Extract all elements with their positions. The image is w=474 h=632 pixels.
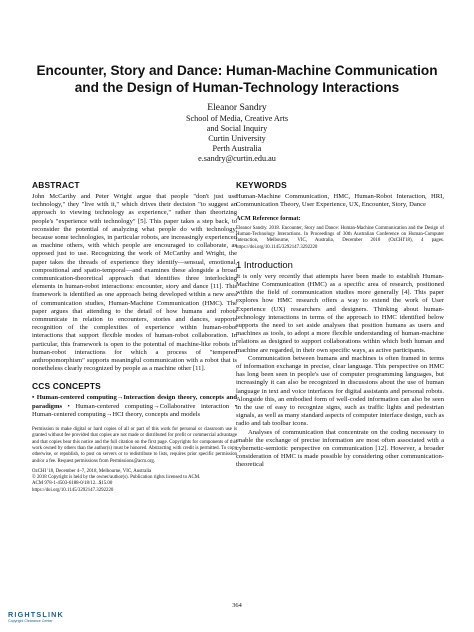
introduction-paragraph: Analyses of communication that concentrate on the coding necessary to enable the exchange of precise information are most often associated with a cybernetic-semiotic perspective on communication [12]. However, a broader consideration of HMC is made possible by considering other communication-theoretical: [236, 428, 444, 469]
ccs-concept-primary: • Human-centered computing→Interaction design theory, concepts and paradigms: [32, 394, 237, 410]
paper-title-line-1: Encounter, Story and Dance: Human-Machine Communication: [36, 63, 438, 78]
permissions-block: [32, 427, 237, 494]
abstract-text: John McCarthy and Peter Wright argue that people "don't just use technology," they "live with it," which drives their decision "to suggest an approach to viewing technology as experience," rather than theorizing people's "experience with technology" [5]. This paper takes a step back, to reconsider the potential of analyzing what people do with technology, because some technologies, in particular robots, are increasingly experienced as machine others, with which people are encouraged to collaborate, as opposed just to use. Recognizing the work of McCarthy and Wright, the paper takes the threads of experience they identify—sensual, emotional, compositional and spatio-temporal—and examines these alongside a broad communication-theoretical approach that identifies three interlocking elements in human-robot interactions: encounter, story and dance [11]. This framework is identified as one approach being developed within a new area of communication studies, Human-Machine Communication (HMC). The paper argues that attending to the detail of how humans and robots communicate in relation to encounters, stories and dances, supports recognition of the complexities of experience within human-robot interactions that support flexible modes of human-robot collaboration. In particular, this framework is open to the potential of machine-like robots in human-robot interactions for which a process of "tempered anthropomorphism" supports meaningful communication with a robot that is nonetheless clearly recognized by people as a machine other [11].: [32, 193, 237, 373]
paper-title: [0, 62, 474, 96]
author-block: [0, 102, 474, 164]
introduction-paragraph: It is only very recently that attempts have been made to establish Human-Machine Communication (HMC) as a specific area of research, positioned within the field of communication studies more generally [4]. This paper explores how HMC research offers a way to extend the work of User Experience (UX) researchers and designers. Thinking about human-technology interactions in terms of the approach to HMC identified below supports the need to set aside analyses that position humans as users and machines as tools, to adopt a more flexible understanding of human-machine relations as designed to support collaborations within which both human and machine are regarded, in their own specific ways, as active participants.: [236, 272, 444, 354]
reference-format-text: Eleanor Sandry. 2018. Encounter, Story and Dance: Human-Machine Communication and the Design of Human-Technology Interactions. In Proceedings of 30th Australian Conference on Human-Computer Interaction, Melbourne, VIC, Australia, December 2018 (OzCHI'18), 4 pages. https://doi.org/10.1145/3292147.3292220: [236, 225, 444, 250]
rightslink-logo[interactable]: [8, 610, 78, 628]
left-column: [32, 180, 237, 494]
author-affiliation: Curtin University: [208, 134, 266, 143]
ccs-concepts: [32, 394, 237, 419]
ccs-heading: CCS CONCEPTS: [32, 381, 101, 392]
copyright-notice: © 2018 Copyright is held by the owner/author(s). Publication rights licensed to ACM.: [32, 475, 201, 481]
introduction-paragraph: Communication between humans and machines is often framed in terms of information exchange in precise, clear language. This perspective on HMC has long been seen in people's use of computer programming languages, but increasingly it can also be recognized in discussions about the use of human language in text and voice interfaces for digital assistants and personal robots. Alongside this, an embodied form of well-coded information can also be seen in the use of easy to recognize signs, such as traffic lights and pedestrian signals, as well as many standard aspects of computer interface design, such as radio and tab toolbar icons.: [236, 354, 445, 428]
author-name: Eleanor Sandry: [207, 102, 267, 113]
keywords-heading: KEYWORDS: [236, 180, 287, 190]
keywords-text: Human-Machine Communication, HMC, Human-Robot Interaction, HRI, Communication Theory, User Experience, UX, Encounter, Story, Dance: [236, 193, 444, 209]
right-column: [236, 180, 444, 470]
reference-format-heading: ACM Reference format:: [236, 215, 301, 223]
rightslink-logo-text: RIGHTSLINK: [8, 610, 64, 619]
paper-title-line-2: and the Design of Human-Technology Interactions: [74, 80, 400, 95]
rightslink-logo-subtext: Copyright Clearance Center: [8, 619, 53, 623]
conference-info: OzCHI '18, December 4–7, 2018, Melbourne, VIC, Australia: [32, 468, 152, 474]
author-affiliation: and Social Inquiry: [206, 124, 268, 133]
author-affiliation: Perth Australia: [212, 144, 262, 153]
permissions-text: Permission to make digital or hard copies of all or part of this work for personal or classroom use is granted without fee provided that copies are not made or distributed for profit or commercial advantage and that copies bear this notice and the full citation on the first page. Copyrights for components of this work owned by others than the author(s) must be honored. Abstracting with credit is permitted. To copy otherwise, or republish, to post on servers or to redistribute to lists, requires prior specific permission and/or a fee. Request permissions from Permissions@acm.org.: [32, 427, 237, 464]
abstract-heading: ABSTRACT: [32, 180, 80, 190]
page-number: 364: [232, 602, 242, 609]
isbn: ACM 978-1-4503-6188-0/18/12...$15.00: [32, 481, 113, 487]
author-affiliation: School of Media, Creative Arts: [185, 114, 289, 123]
doi-link[interactable]: https://doi.org/10.1145/3292147.3292220: [32, 487, 114, 493]
author-email[interactable]: e.sandry@curtin.edu.au: [198, 154, 276, 163]
ccs-concept-secondary: • Human-centered computing→Collaborative interaction • Human-centered computing→HCI theory, concepts and models: [32, 402, 237, 418]
introduction-heading: 1 Introduction: [236, 258, 293, 270]
